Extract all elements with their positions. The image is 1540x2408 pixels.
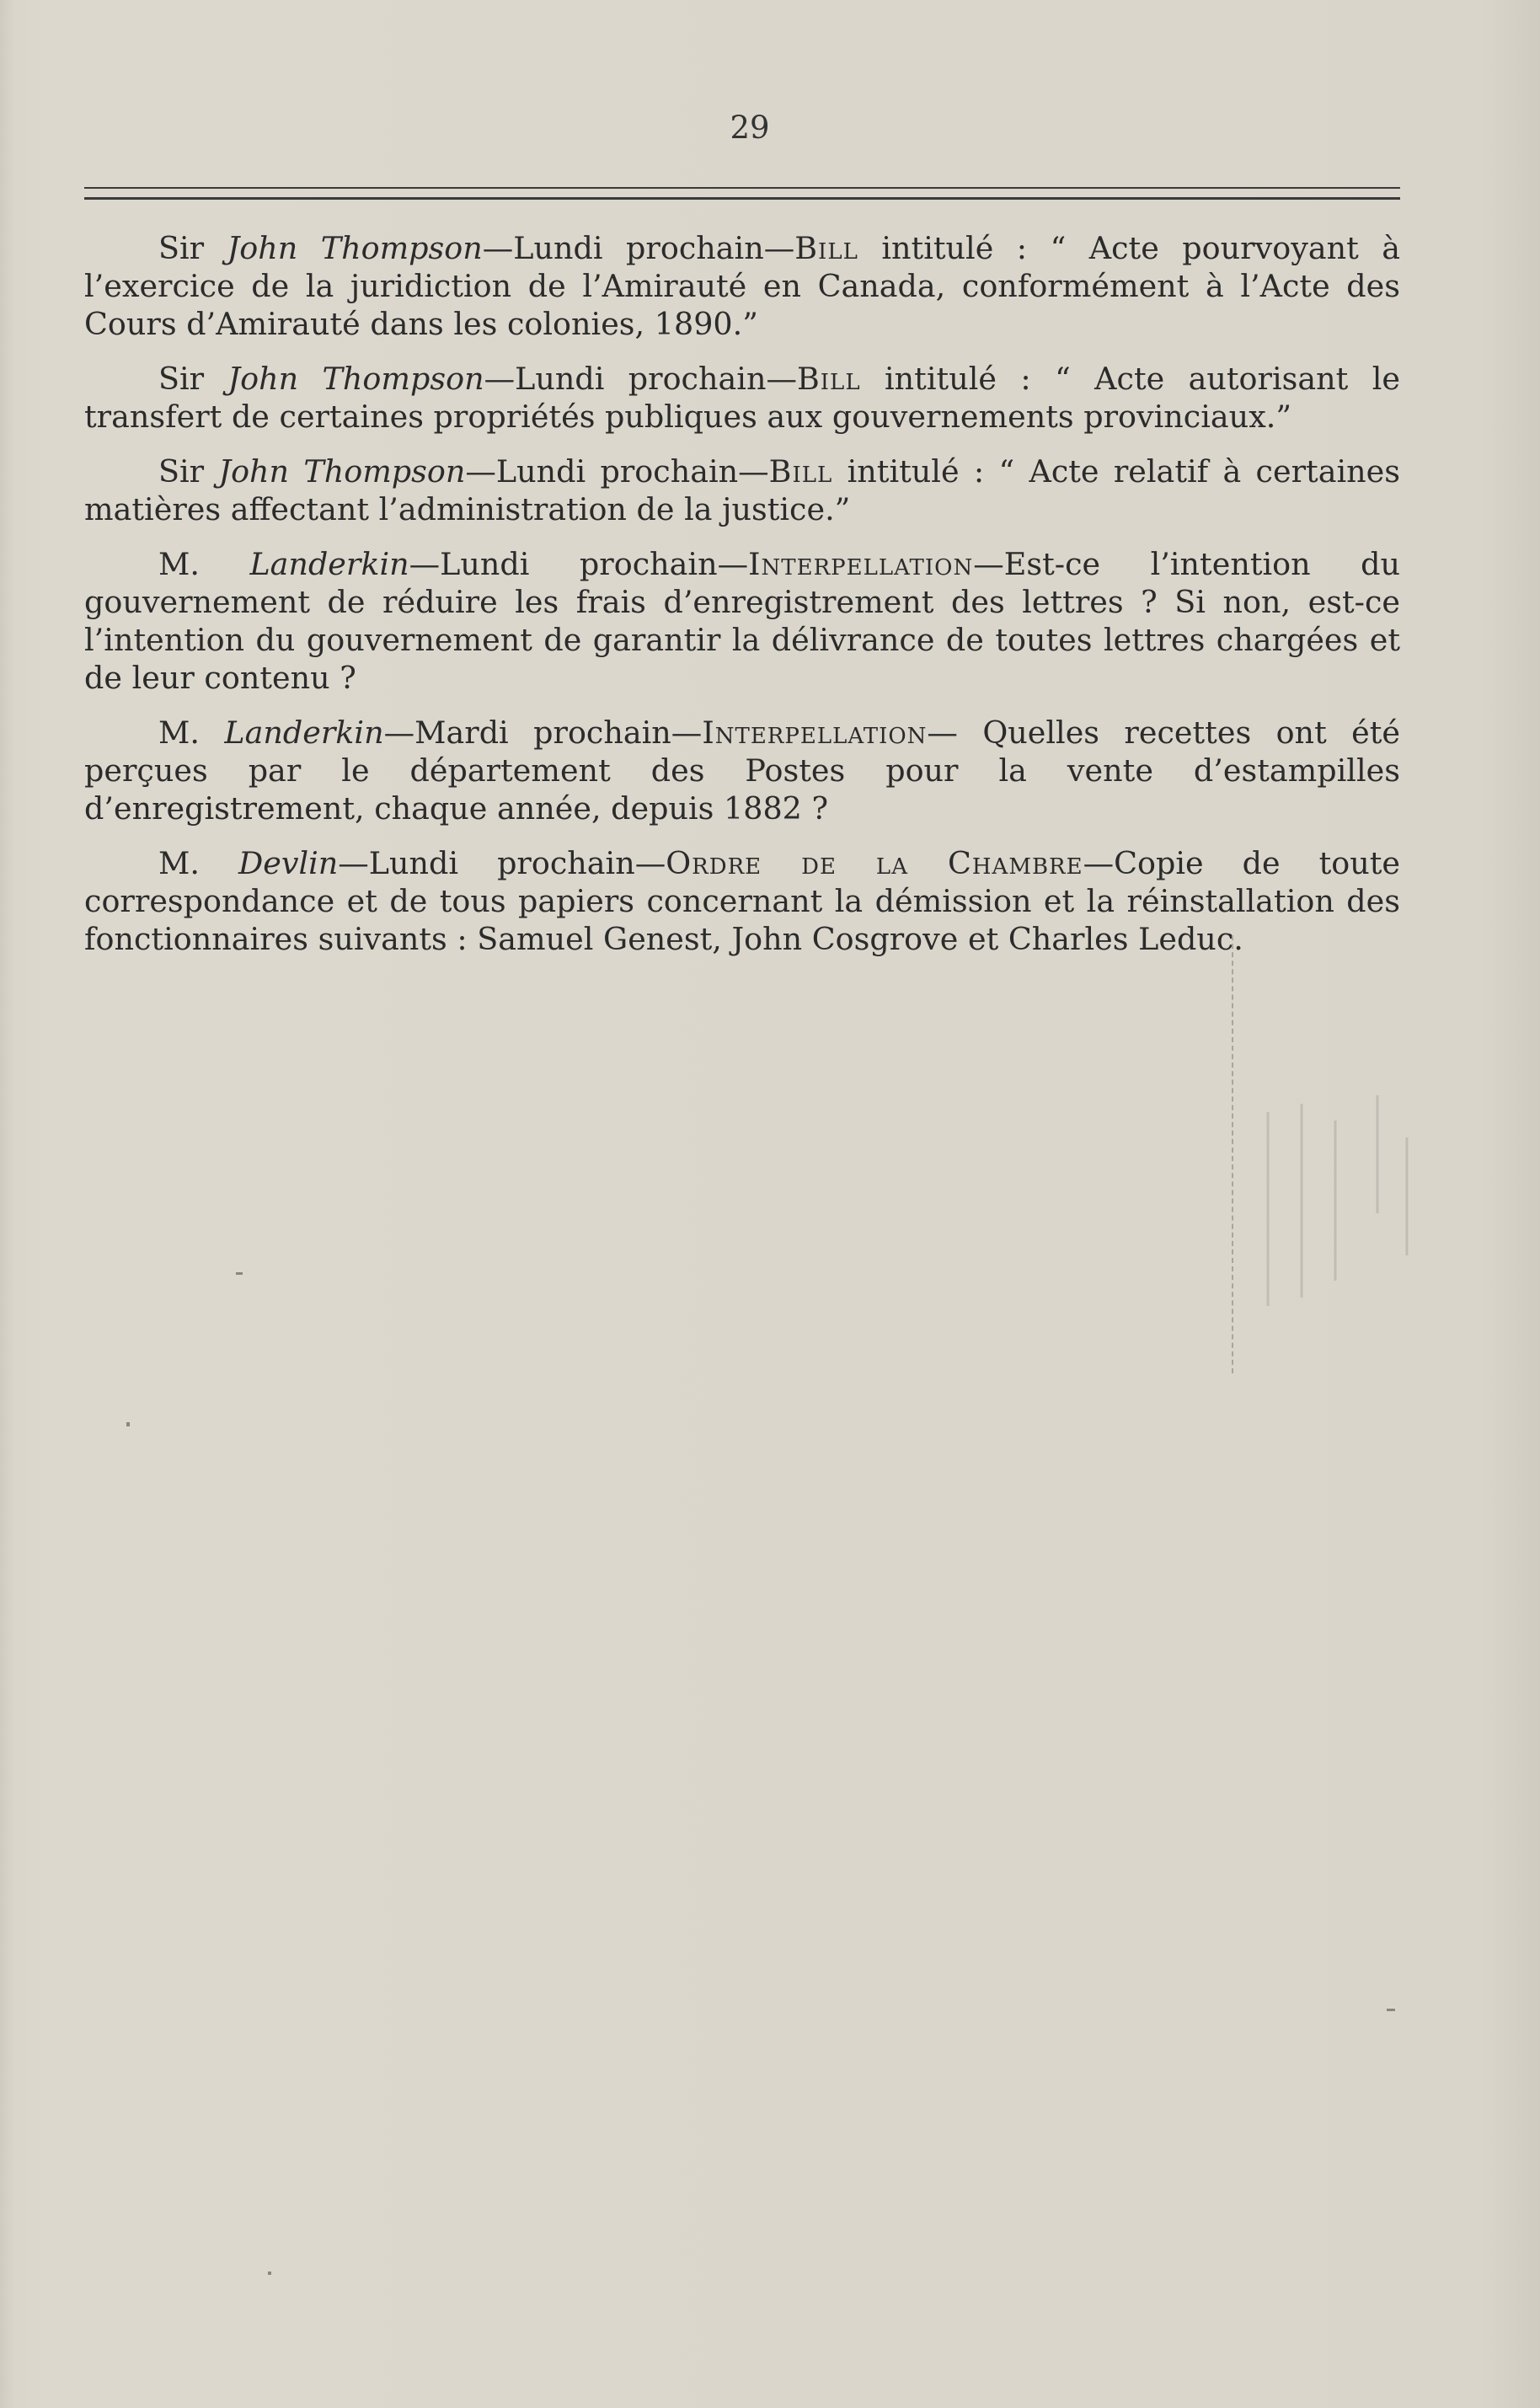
scan-artifact-line	[1232, 935, 1233, 1373]
entry-paragraph	[84, 452, 1400, 528]
scan-speck	[126, 1422, 130, 1426]
entry-paragraph	[84, 360, 1400, 436]
entry-text: intitulé : “ Acte relatif à certaines matières affectant l’administration de la justice.”	[84, 453, 1400, 527]
scan-speck	[1387, 2009, 1395, 2011]
member-name: Devlin	[238, 845, 339, 881]
member-title: M.	[158, 714, 225, 751]
scan-speck	[268, 2272, 271, 2275]
member-name: John Thompson	[227, 361, 484, 397]
entry-kind: Interpellation	[748, 546, 974, 582]
member-name: Landerkin	[224, 714, 384, 751]
scan-speck	[236, 1272, 243, 1275]
entry-paragraph	[84, 714, 1400, 827]
page-number: 29	[730, 110, 770, 146]
entry-text: —Est-ce l’intention du gouvernement de réduire les frais d’enregistrement des lettres ? Si non, est-ce l’intention du gouvernement de garantir la délivrance de toutes lettres chargées et de leur contenu ?	[84, 546, 1400, 696]
member-title: Sir	[158, 230, 227, 266]
entry-kind: Ordre de la Chambre	[666, 845, 1083, 881]
entry-text: intitulé : “ Acte autorisant le transfert de certaines propriétés publiques aux gouvernements provinciaux.”	[84, 361, 1400, 435]
entry-paragraph	[84, 844, 1400, 958]
entry-kind: Bill	[794, 230, 858, 266]
member-title: M.	[158, 546, 250, 582]
entry-text: — Quelles recettes ont été perçues par le département des Postes pour la vente d’estampilles d’enregistrement, chaque année, depuis 1882 ?	[84, 714, 1400, 827]
entry-paragraph	[84, 545, 1400, 697]
entry-day: —Lundi prochain—	[484, 361, 797, 397]
entry-kind: Interpellation	[702, 714, 928, 751]
entry-paragraph	[84, 229, 1400, 343]
bleed-through-stamp-icon	[1251, 1087, 1428, 1331]
entry-text: —Copie de toute correspondance et de tous papiers concernant la démission et la réinstallation des fonctionnaires suivants : Samuel Genest, John Cosgrove et Charles Leduc.	[84, 845, 1400, 957]
header-rule-thick	[84, 197, 1400, 200]
entry-day: —Lundi prochain—	[482, 230, 795, 266]
notice-paper-body	[84, 229, 1400, 975]
entry-day: —Lundi prochain—	[409, 546, 749, 582]
member-name: John Thompson	[218, 453, 466, 490]
entry-day: —Lundi prochain—	[338, 845, 666, 881]
member-name: Landerkin	[249, 546, 409, 582]
member-title: M.	[158, 845, 238, 881]
entry-text: intitulé : “ Acte pourvoyant à l’exercice de la juridiction de l’Amirauté en Canada, conformément à l’Acte des Cours d’Amirauté dans les colonies, 1890.”	[84, 230, 1401, 342]
member-name: John Thompson	[227, 230, 483, 266]
member-title: Sir	[158, 453, 219, 490]
member-title: Sir	[158, 361, 228, 397]
entry-day: —Lundi prochain—	[465, 453, 769, 490]
entry-kind: Bill	[768, 453, 833, 490]
entry-day: —Mardi prochain—	[383, 714, 703, 751]
header-rule-thin	[84, 187, 1400, 189]
entry-kind: Bill	[796, 361, 861, 397]
